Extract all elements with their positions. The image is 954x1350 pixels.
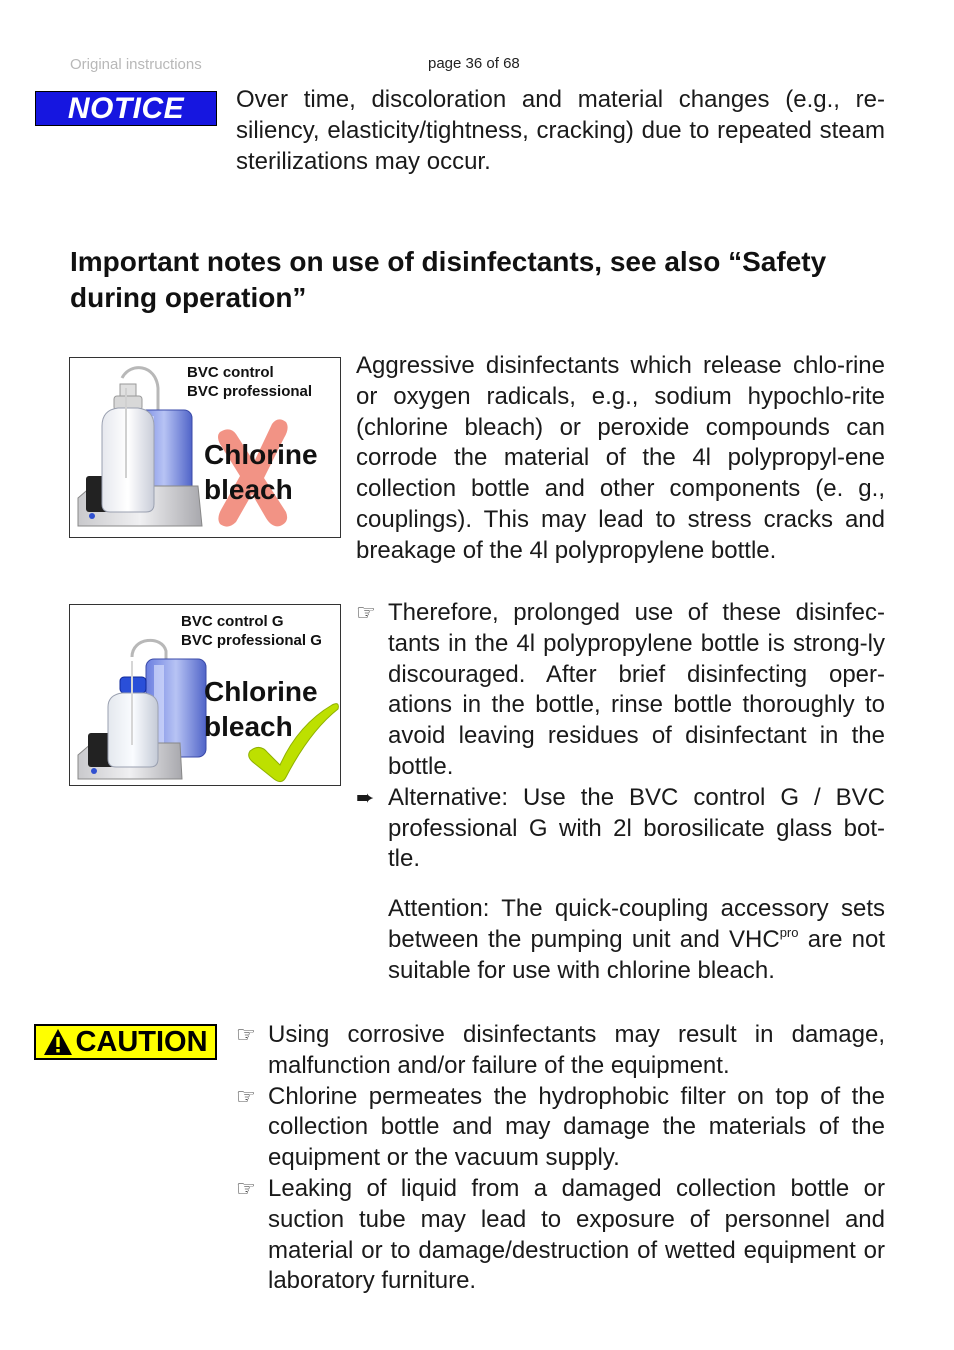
figure2-model-line2: BVC professional G: [181, 632, 322, 649]
page-number: page 36 of 68: [428, 55, 520, 72]
figure1-chlorine-line2: bleach: [204, 474, 293, 505]
attention-note: [388, 894, 885, 986]
list-item: [236, 1020, 885, 1082]
figure1-model-line1: BVC control: [187, 364, 274, 381]
list-item-text: Using corrosive disinfectants may result in damage, malfunction and/or failure of the equipment.: [268, 1021, 885, 1079]
pointing-hand-icon: ☞: [236, 1175, 256, 1201]
green-checkmark-icon: [70, 605, 341, 786]
disinfectant-warning-text: Aggressive disinfectants which release chlo-rine or oxygen radicals, e.g., sodium hypochlo-rite (chlorine bleach) or peroxide compounds can corrode the material of the 4l polypropyl-ene collection bottle and other components (e. g., couplings). This may lead to stress cracks and breakage of the 4l polypropylene bottle.: [356, 352, 885, 564]
section-heading: Important notes on use of disinfectants, see also “Safety during operation”: [70, 246, 827, 313]
pointing-hand-icon: ☞: [236, 1022, 256, 1047]
pointing-hand-icon: ☞: [356, 600, 376, 625]
list-item-text: Alternative: Use the BVC control G / BVC professional G with 2l borosilicate glass bot-tle.: [388, 783, 885, 873]
arrow-right-icon: ➨: [356, 784, 375, 810]
list-item: [236, 1082, 885, 1174]
notice-text: Over time, discoloration and material changes (e.g., re-siliency, elasticity/tightness, cracking) due to repeated steam sterilizations may occur.: [236, 86, 885, 175]
header-left: Original instructions: [70, 56, 202, 73]
pointing-hand-icon: ☞: [236, 1083, 256, 1109]
caution-badge: [34, 1024, 217, 1060]
figure2-model-line1: BVC control G: [181, 613, 284, 630]
list-item: [356, 783, 885, 875]
list-item: [356, 598, 885, 783]
figure1-model-line2: BVC professional: [187, 383, 313, 400]
warning-triangle-icon: [43, 1028, 73, 1056]
figure-bvc-control-g: [69, 604, 341, 786]
caution-list: [236, 1020, 885, 1297]
figure1-chlorine-line1: Chlorine: [204, 439, 318, 470]
list-item-text: Chlorine permeates the hydrophobic filter on top of the collection bottle and may damage the materials of the equipment or the vacuum supply.: [268, 1082, 885, 1172]
list-item-text: Therefore, prolonged use of these disinfec-tants in the 4l polypropylene bottle is strong-ly discouraged. After brief disinfecting oper-ations in the bottle, rinse bottle thoroughly to avoid leaving residues of disinfectant in the bottle.: [388, 599, 885, 780]
caution-label: CAUTION: [75, 1026, 208, 1058]
attention-part1: Attention: The quick-coupling accessory sets between the pumping unit and VHC: [388, 895, 885, 953]
notice-badge: NOTICE: [35, 91, 217, 126]
recommendation-list: [356, 598, 885, 875]
attention-part2: are not suitable for use with chlorine bleach.: [388, 925, 885, 984]
figure-bvc-control: [69, 357, 341, 538]
list-item-text: Leaking of liquid from a damaged collection bottle or suction tube may lead to exposure of personnel and material or to damage/destruction of wetted equipment or laboratory furniture.: [268, 1174, 885, 1295]
figure2-chlorine-line1: Chlorine: [204, 676, 318, 707]
attention-sup: pro: [779, 924, 799, 940]
list-item: [236, 1174, 885, 1297]
figure2-chlorine-line2: bleach: [204, 711, 293, 742]
